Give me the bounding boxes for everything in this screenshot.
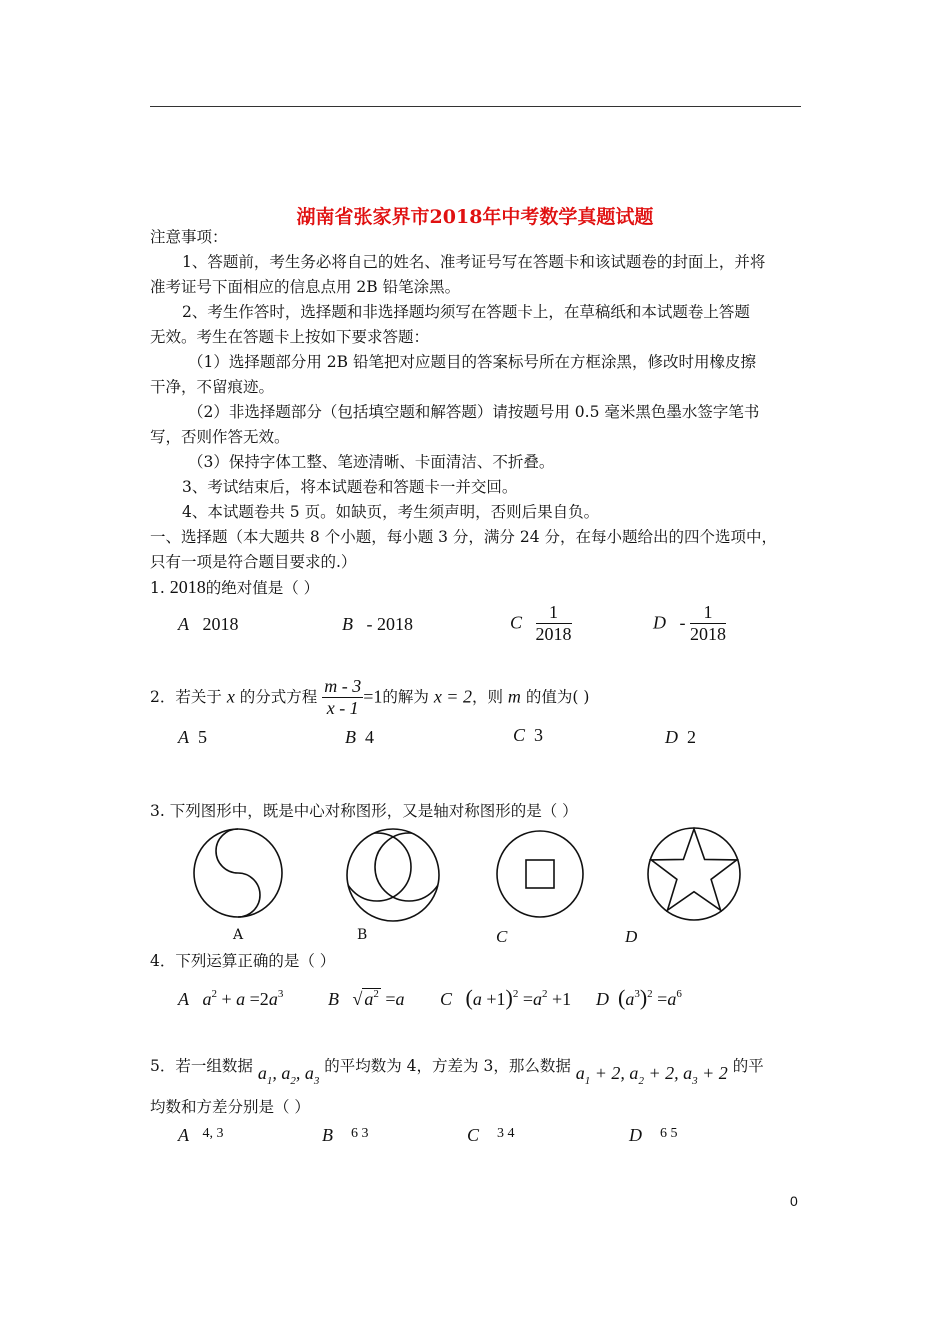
q3-figure-b — [345, 827, 441, 923]
notice-p4: 4、本试题卷共 5 页。如缺页，考生须声明，否则后果自负。 — [182, 503, 600, 521]
q5-option-a: A $^{4, 3}$ — [178, 1125, 224, 1145]
q4-option-b: B √ $a^2 =a$ — [328, 988, 405, 1009]
notice-p3: 3、考试结束后，将本试题卷和答题卡一并交回。 — [182, 478, 518, 496]
q3-label-c: C — [496, 927, 508, 946]
section1-line1: 一、选择题（本大题共 8 个小题，每小题 3 分，满分 24 分，在每小题给出的四个选项中， — [150, 528, 778, 546]
q1-option-a: A 2018 — [178, 614, 239, 634]
q4-option-c: C $(a +1)^2 =a^2 +1$ — [440, 985, 572, 1010]
q3-figure-d — [646, 826, 742, 922]
q3-label-a: A — [233, 927, 244, 943]
notice-p2a: 2、考生作答时，选择题和非选择题均须写在答题卡上，在草稿纸和本试题卷上答题 — [182, 303, 750, 321]
q3-figure-c — [495, 829, 585, 919]
q1-number: 2018 — [169, 577, 206, 597]
q2-option-a: A 5 — [178, 727, 207, 747]
notice-p1a: 1、答题前，考生务必将自己的姓名、准考证号写在答题卡和该试题卷的封面上，并将 — [182, 253, 766, 271]
q5-stem-line2: 均数和方差分别是（ ） — [150, 1098, 310, 1116]
q3-label-d: D — [625, 927, 638, 946]
q2-option-c: C 3 — [513, 725, 544, 745]
page-title: 湖南省张家界市2018年中考数学真题试题 — [296, 206, 654, 228]
page-number: 0 — [790, 1193, 798, 1209]
notice-s1b: 干净，不留痕迹。 — [150, 378, 275, 396]
q1-d-fraction: $\frac{1}{2018}$ — [690, 602, 726, 644]
q2-stem: 2．若关于 x 的分式方程 $\frac{m - 3}{x - 1}$ =1的解为 x = 2，则 m 的值为( ) — [150, 676, 590, 718]
q4-option-a: A $a^2 + a =2a^3$ — [178, 988, 284, 1009]
notice-p1b: 准考证号下面相应的信息点用 2B 铅笔涂黑。 — [150, 278, 461, 296]
q2-option-d: D 2 — [665, 727, 696, 747]
q1-option-c: C $\frac{1}{2018}$ — [510, 602, 572, 644]
notice-s1a: （1）选择题部分用 2B 铅笔把对应题目的答案标号所在方框涂黑，修改时用橡皮擦 — [188, 353, 756, 371]
q1-option-d: D - $\frac{1}{2018}$ — [653, 602, 726, 644]
q3-stem: 3. 下列图形中，既是中心对称图形，又是轴对称图形的是（ ） — [150, 802, 578, 820]
notice-s2a: （2）非选择题部分（包括填空题和解答题）请按题号用 0.5 毫米黑色墨水签字笔书 — [188, 403, 760, 421]
q3-label-b: B — [357, 927, 368, 943]
notice-heading: 注意事项： — [150, 228, 228, 246]
q5-option-b: B $^{6 3}$ — [322, 1125, 369, 1145]
q2-fraction: $\frac{m - 3}{x - 1}$ — [324, 676, 362, 718]
q4-option-d: D $(a^3)^2 =a^6$ — [596, 985, 682, 1010]
q5-option-c: C $^{3 4}$ — [467, 1125, 515, 1145]
q4-stem: 4．下列运算正确的是（ ） — [150, 952, 336, 970]
header-rule — [150, 106, 801, 107]
q1-option-b: B - 2018 — [342, 614, 413, 634]
notice-s2b: 写，否则作答无效。 — [150, 428, 290, 446]
notice-s3: （3）保持字体工整、笔迹清晰、卡面清洁、不折叠。 — [188, 453, 555, 471]
section1-line2: 只有一项是符合题目要求的.） — [150, 553, 357, 571]
q3-figure-a — [193, 827, 283, 919]
notice-p2b: 无效。考生在答题卡上按如下要求答题： — [150, 328, 430, 346]
q1-stem: 1. 2018的绝对值是（ ） — [150, 577, 320, 597]
q2-option-b: B 4 — [345, 727, 374, 747]
q5-stem: 5．若一组数据 $a_1$, $a_2$, $a_3$ 的平均数为 4，方差为 3，那么数据 $a_1 + 2$, $a_2 + 2$, $a_3 + 2$ 的平 — [150, 1057, 764, 1087]
q5-option-d: D $^{6 5}$ — [629, 1125, 678, 1145]
q1-c-fraction: $\frac{1}{2018}$ — [535, 602, 572, 644]
